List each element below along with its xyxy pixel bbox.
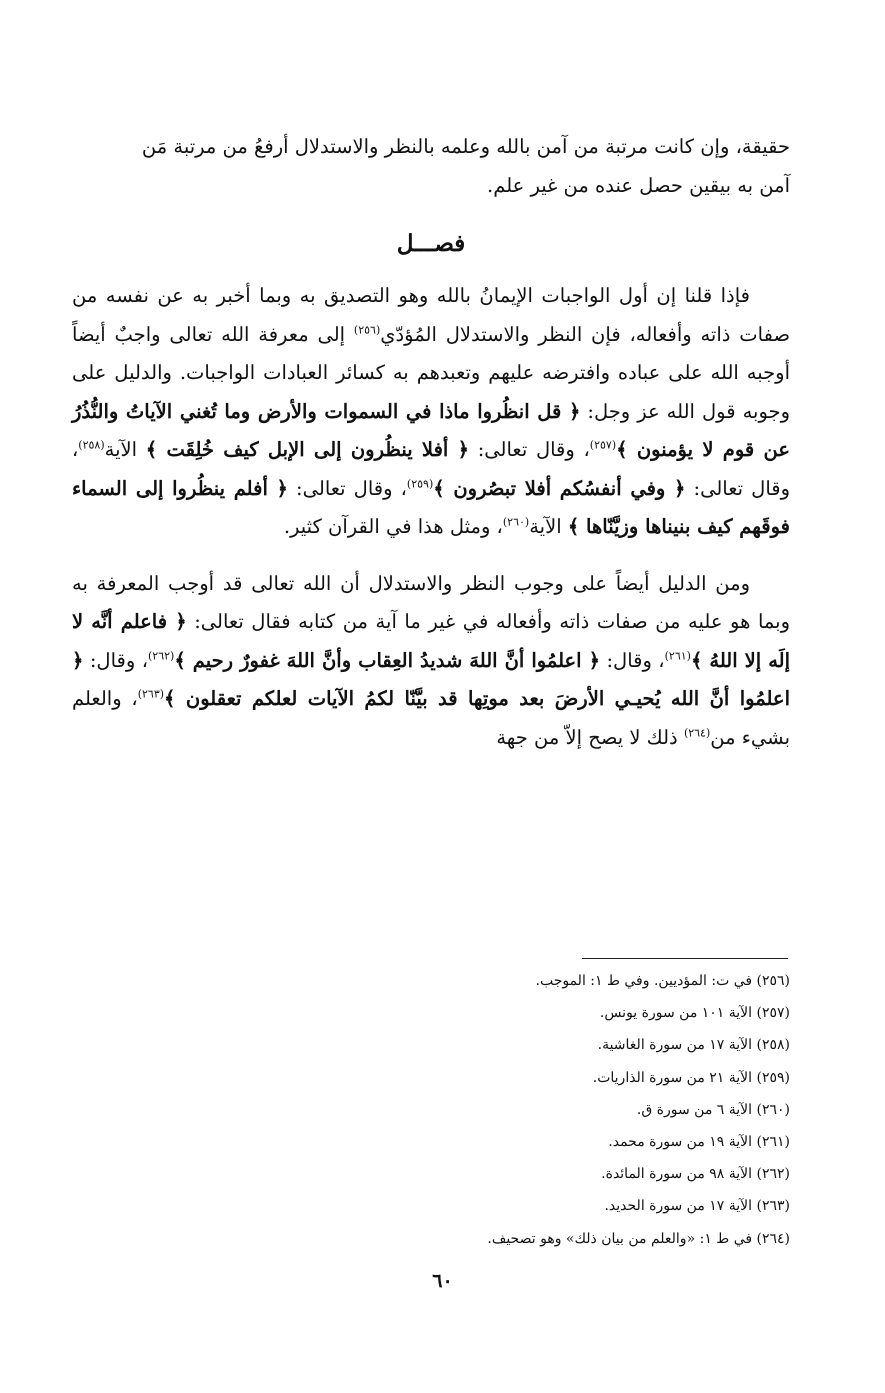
text-run: ، وقال: — [83, 648, 148, 672]
footnote-item: (٢٦٤) في ط ١: «والعلم من بيان ذلك» وهو تصحيف. — [487, 1230, 790, 1247]
footnote-item: (٢٥٦) في ت: المؤديين. وفي ط ١: الموجب. — [535, 973, 790, 989]
footnote-ref: (٢٦٤) — [683, 726, 711, 739]
footnotes — [300, 965, 790, 1255]
footnote-ref: (٢٦٣) — [137, 687, 165, 701]
intro-line-2: آمن به بيقين حصل عنده من غير علم. — [487, 173, 790, 197]
text-run: ، وقال تعالى: — [469, 438, 590, 461]
paragraph-1 — [72, 277, 790, 547]
intro-line-1: حقيقة، وإن كانت مرتبة من آمن بالله وعلمه بالنظر والاستدلال أرفعُ من مرتبة مَن — [141, 135, 790, 158]
text-run: فإذا قلنا إن أول الواجبات الإيمانُ بالله وهو التصديق به وبما أخبر به عن نفسه من صفات ذاته وأفعاله، فإن النظر والاستدلال المُؤدّي — [72, 284, 790, 346]
text-run: ، وقال تعالى: — [287, 476, 407, 500]
footnote-divider — [582, 958, 788, 959]
footnote-item: (٢٥٧) الآية ١٠١ من سورة يونس. — [599, 1005, 790, 1022]
footnote-ref: (٢٥٦) — [353, 323, 381, 336]
text-run: ، والعلم بشيء من — [72, 687, 790, 749]
page-number: ٦٠ — [432, 1270, 453, 1292]
text-run: ، وقال: — [600, 648, 665, 672]
quran-quote: ﴿ فاعلم أنَّه لا إلَه إلا اللهُ ﴾ — [72, 610, 791, 672]
footnote-item: (٢٥٨) الآية ١٧ من سورة الغاشية. — [597, 1037, 790, 1054]
text-run: الآية — [529, 515, 568, 538]
footnote-ref: (٢٥٨) — [78, 438, 105, 452]
footnote-item: (٢٦١) الآية ١٩ من سورة محمد. — [608, 1134, 790, 1151]
footnote-ref: (٢٦٠) — [502, 515, 530, 529]
text-run: ، ومثل هذا في القرآن كثير. — [283, 515, 503, 538]
main-text — [72, 128, 790, 757]
quran-quote: ﴿ أفلا ينظُرون إلى الإبل كيف خُلِقَت ﴾ — [145, 438, 470, 461]
quran-quote: ﴿ اعلمُوا أنَّ اللهَ شديدُ العِقاب وأنَّ اللهَ غفورٌ رحيم ﴾ — [174, 648, 601, 672]
intro-paragraph — [72, 128, 790, 205]
quran-quote: ﴿ اعلمُوا أنَّ الله يُحيـي الأرضَ بعد موتِها قد بيَّنّا لكمُ الآيات لعلكم تعقلون ﴾ — [72, 648, 790, 710]
footnote-item: (٢٦٢) الآية ٩٨ من سورة المائدة. — [601, 1166, 790, 1183]
quran-quote: ﴿ وفي أنفسُكم أفلا تبصُرون ﴾ — [433, 476, 686, 500]
footnote-ref: (٢٦١) — [664, 649, 691, 662]
footnote-ref: (٢٥٩) — [406, 477, 434, 490]
paragraph-2 — [72, 565, 790, 758]
quran-quote: ﴿ أفلم ينظُروا إلى السماء فوقَهم كيف بنيناها وزيَّنّاها ﴾ — [72, 476, 790, 538]
footnote-item: (٢٦٣) الآية ١٧ من سورة الحديد. — [604, 1198, 790, 1215]
footnote-item: (٢٥٩) الآية ٢١ من سورة الذاريات. — [592, 1069, 790, 1086]
text-run: إلى معرفة الله تعالى واجبٌ أيضاً أوجبه الله على عباده وافترضه عليهم وتعبدهم به كسائر العبادات الواجبات. والدليل على وجوبه قول الله عز وجل: — [72, 322, 790, 423]
text-run: ومن الدليل أيضاً على وجوب النظر والاستدلال أن الله تعالى قد أوجب المعرفة به وبما هو عليه من صفات ذاته وأفعاله في غير ما آية من كتابه فقال تعالى: — [72, 571, 791, 633]
footnote-ref: (٢٦٢) — [148, 649, 175, 662]
footnote-item: (٢٦٠) الآية ٦ من سورة ق. — [636, 1101, 790, 1118]
text-run: ، وقال تعالى: — [72, 438, 791, 500]
section-heading: فصـــل — [396, 230, 466, 257]
paragraph-gap — [72, 547, 790, 565]
quran-quote: ﴿ قل انظُروا ماذا في السموات والأرض وما تُغني الآياتُ والنُّذُرُ عن قوم لا يؤمنون ﴾ — [72, 399, 790, 461]
text-run: الآية — [104, 438, 146, 461]
footnote-ref: (٢٥٧) — [589, 438, 617, 452]
text-run: ذلك لا يصح إلاّ من جهة — [496, 725, 684, 749]
